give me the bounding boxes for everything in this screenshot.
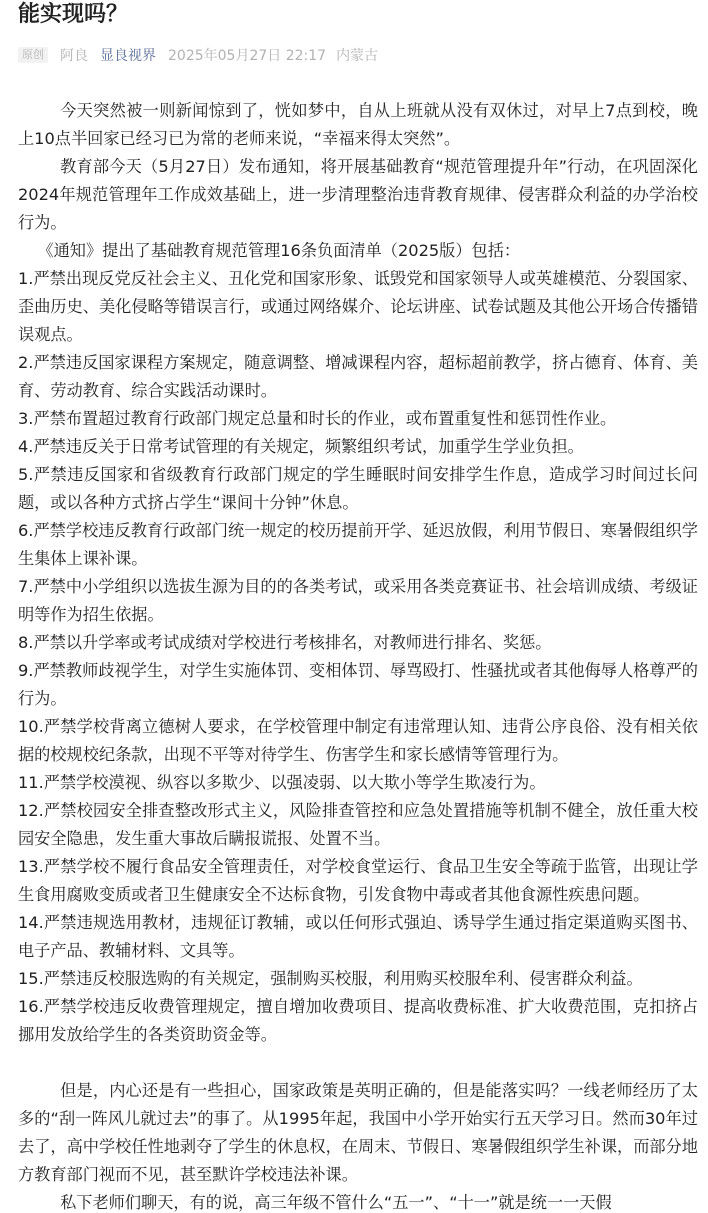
list-item: 10.严禁学校背离立德树人要求，在学校管理中制定有违常理认知、违背公序良俗、没有相关依据的校规校纪条款，出现不平等对待学生、伤害学生和家长感情等管理行为。 xyxy=(18,717,698,764)
original-badge: 原创 xyxy=(18,47,48,63)
list-item: 3.严禁布置超过教育行政部门规定总量和时长的作业，或布置重复性和惩罚性作业。 xyxy=(18,409,617,428)
list-item: 13.严禁学校不履行食品安全管理责任，对学校食堂运行、食品卫生安全等疏于监管，出现让学生食用腐败变质或者卫生健康安全不达标食物，引发食物中毒或者其他食源性疾患问题。 xyxy=(18,857,698,904)
intro-paragraph: 《通知》提出了基础教育规范管理16条负面清单（2025版）包括： xyxy=(37,241,521,260)
account-link[interactable]: 显良视界 xyxy=(100,48,156,64)
paragraph-spacer xyxy=(18,1049,698,1077)
publish-location: 内蒙古 xyxy=(336,48,379,64)
article-meta xyxy=(18,44,378,66)
list-item: 15.严禁违反校服选购的有关规定，强制购买校服，利用购买校服牟利、侵害群众利益。 xyxy=(18,969,643,988)
list-item: 5.严禁违反国家和省级教育行政部门规定的学生睡眠时间安排学生作息，造成学习时间过长问题，或以各种方式挤占学生“课间十分钟”休息。 xyxy=(18,465,698,512)
list-item: 16.严禁学校违反收费管理规定，擅自增加收费项目、提高收费标准、扩大收费范围，克扣挤占挪用发放给学生的各类资助资金等。 xyxy=(18,997,698,1044)
list-item: 6.严禁学校违反教育行政部门统一规定的校历提前开学、延迟放假，利用节假日、寒暑假组织学生集体上课补课。 xyxy=(18,521,698,568)
author-name: 阿良 xyxy=(60,48,88,64)
list-item: 11.严禁学校漠视、纵容以多欺少、以强凌弱、以大欺小等学生欺凌行为。 xyxy=(18,773,546,792)
list-item: 9.严禁教师歧视学生，对学生实施体罚、变相体罚、辱骂殴打、性骚扰或者其他侮辱人格尊严的行为。 xyxy=(18,661,698,708)
list-item: 8.严禁以升学率或考试成绩对学校进行考核排名，对教师进行排名、奖惩。 xyxy=(18,633,552,652)
publish-time: 2025年05月27日 22:17 xyxy=(168,48,327,64)
article-body xyxy=(18,97,698,1213)
outro-paragraph: 但是，内心还是有一些担心，国家政策是英明正确的，但是能落实吗？一线老师经历了太多的“刮一阵风儿就过去”的事了。从1995年起，我国中小学开始实行五天学习日。然而30年过去了，高中学校任性地剥夺了学生的休息权，在周末、节假日、寒暑假组织学生补课，而部分地方教育部门视而不见，甚至默许学校违法补课。 xyxy=(18,1081,698,1184)
list-item: 4.严禁违反关于日常考试管理的有关规定，频繁组织考试，加重学生学业负担。 xyxy=(18,437,584,456)
intro-paragraph: 今天突然被一则新闻惊到了，恍如梦中，自从上班就从没有双休过，对早上7点到校，晚上10点半回家已经习已为常的老师来说，“幸福来得太突然”。 xyxy=(18,101,698,148)
outro-paragraph: 私下老师们聊天，有的说，高三年级不管什么“五一”、“十一”就是统一一天假 xyxy=(60,1193,612,1212)
article-title: 能实现吗？ xyxy=(18,2,129,27)
list-item: 1.严禁出现反党反社会主义、丑化党和国家形象、诋毁党和国家领导人或英雄模范、分裂国家、歪曲历史、美化侵略等错误言行，或通过网络媒介、论坛讲座、试卷试题及其他公开场合传播错误观点。 xyxy=(18,269,698,344)
list-item: 7.严禁中小学组织以选拔生源为目的的各类考试，或采用各类竞赛证书、社会培训成绩、考级证明等作为招生依据。 xyxy=(18,577,698,624)
list-item: 2.严禁违反国家课程方案规定，随意调整、增减课程内容，超标超前教学，挤占德育、体育、美育、劳动教育、综合实践活动课时。 xyxy=(18,353,698,400)
list-item: 12.严禁校园安全排查整改形式主义，风险排查管控和应急处置措施等机制不健全，放任重大校园安全隐患，发生重大事故后瞒报谎报、处置不当。 xyxy=(18,801,698,848)
intro-paragraph: 教育部今天（5月27日）发布通知，将开展基础教育“规范管理提升年”行动，在巩固深化2024年规范管理年工作成效基础上，进一步清理整治违背教育规律、侵害群众利益的办学治校行为。 xyxy=(18,157,698,232)
list-item: 14.严禁违规选用教材，违规征订教辅，或以任何形式强迫、诱导学生通过指定渠道购买图书、电子产品、教辅材料、文具等。 xyxy=(18,913,698,960)
